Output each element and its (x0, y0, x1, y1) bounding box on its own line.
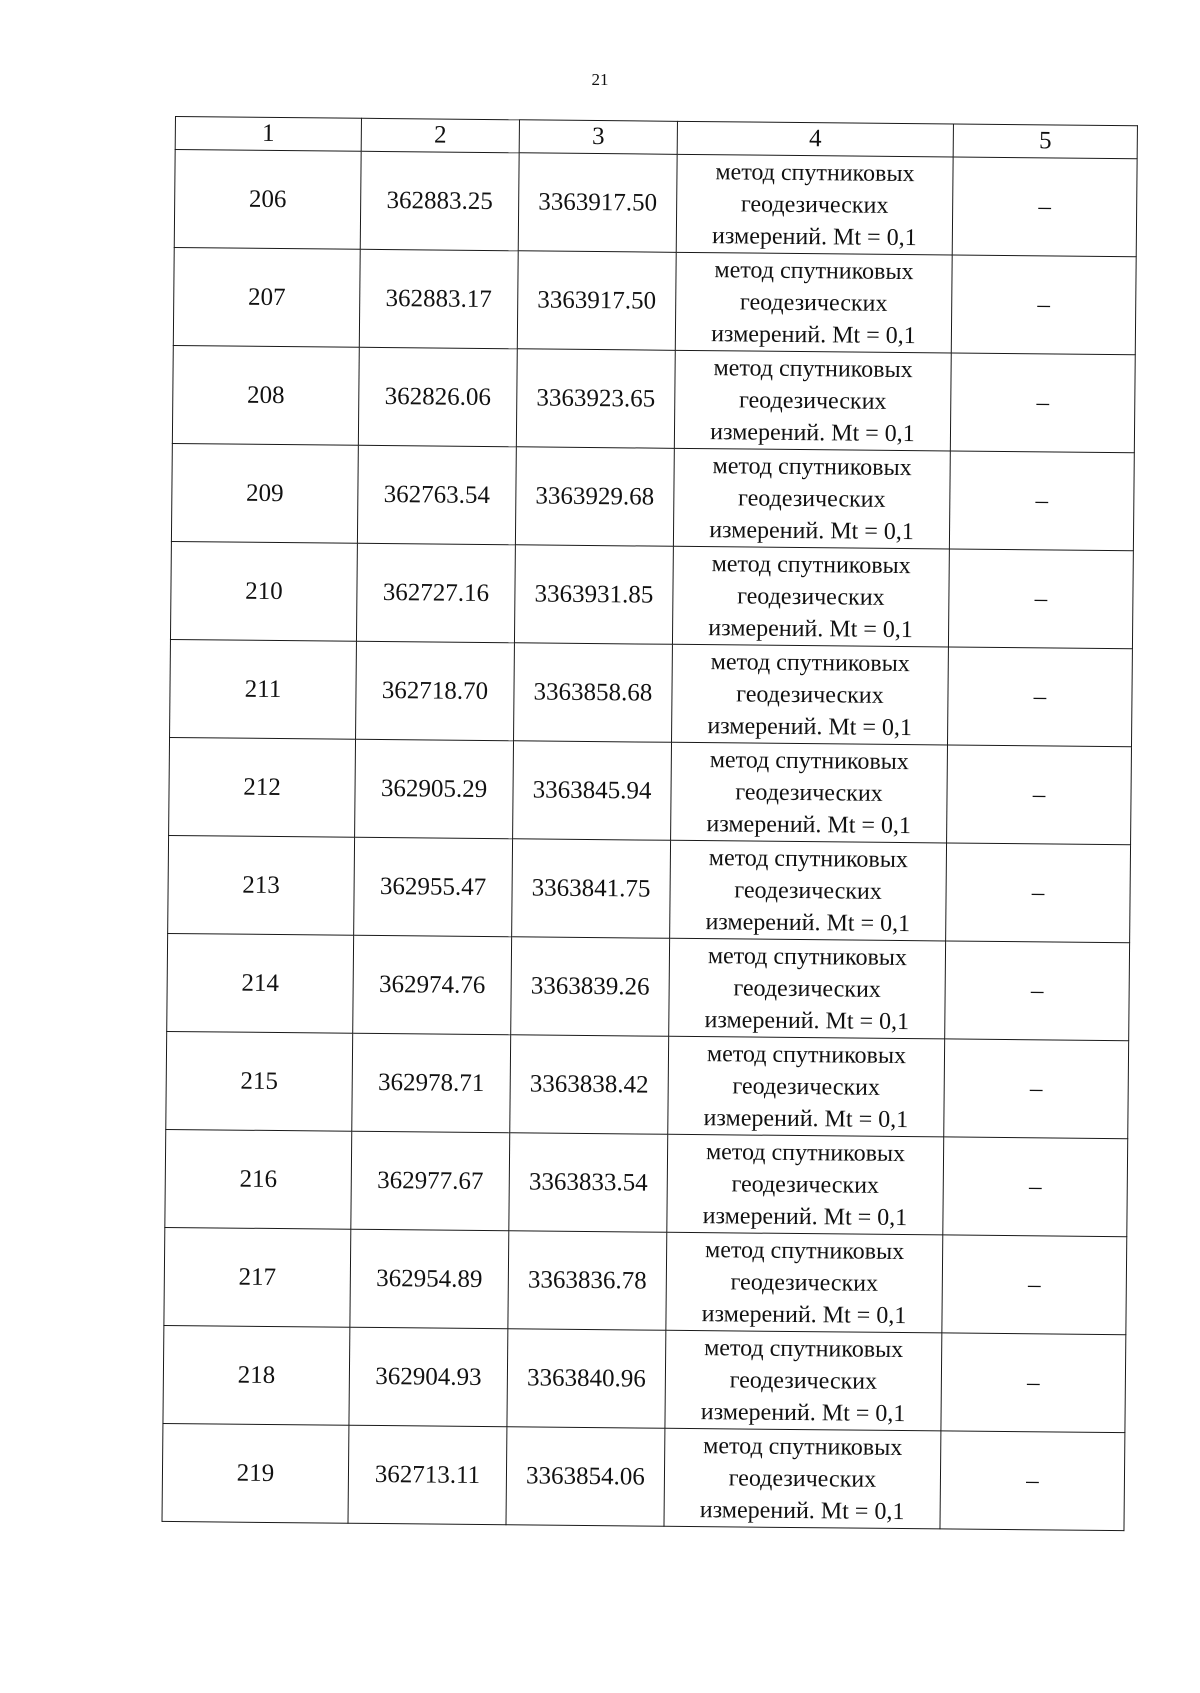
note-cell: – (947, 647, 1132, 747)
method-line: геодезических (729, 1366, 878, 1395)
x-coordinate-cell: 362904.93 (349, 1327, 508, 1427)
method-line: измерений. Mt = 0,1 (701, 1300, 907, 1329)
note-cell: – (942, 1235, 1127, 1335)
table-row (172, 345, 1135, 452)
table-row (166, 1031, 1129, 1138)
note-cell: – (950, 353, 1135, 453)
y-coordinate-cell: 3363841.75 (512, 839, 671, 939)
table-row (171, 443, 1134, 550)
method-line: геодезических (740, 190, 889, 219)
method-cell (670, 840, 947, 941)
column-header-5: 5 (953, 124, 1137, 159)
method-line: метод спутниковых (714, 256, 914, 285)
point-number-cell: 215 (166, 1031, 353, 1131)
point-number-cell: 211 (170, 639, 357, 739)
note-cell: – (947, 745, 1132, 845)
x-coordinate-cell: 362727.16 (356, 543, 515, 643)
y-coordinate-cell: 3363839.26 (511, 937, 670, 1037)
y-coordinate-cell: 3363917.50 (517, 251, 676, 351)
note-cell: – (945, 941, 1130, 1041)
note-cell: – (952, 157, 1137, 257)
method-cell (673, 448, 950, 549)
method-line: измерений. Mt = 0,1 (706, 810, 912, 839)
column-header-2: 2 (361, 118, 519, 153)
method-line: измерений. Mt = 0,1 (711, 320, 916, 349)
x-coordinate-cell: 362978.71 (352, 1033, 511, 1133)
y-coordinate-cell: 3363923.65 (516, 349, 675, 449)
method-line: метод спутниковых (705, 1138, 906, 1167)
x-coordinate-cell: 362954.89 (350, 1229, 509, 1329)
y-coordinate-cell: 3363838.42 (510, 1035, 669, 1135)
y-coordinate-cell: 3363858.68 (514, 643, 673, 743)
method-line: геодезических (735, 778, 883, 807)
method-line: метод спутниковых (707, 942, 908, 971)
point-number-cell: 209 (171, 443, 358, 543)
method-cell (667, 1134, 944, 1235)
method-cell (674, 350, 951, 451)
table-row (162, 1423, 1125, 1530)
table-row (169, 737, 1132, 844)
page-number: 21 (591, 70, 609, 89)
method-line: метод спутниковых (708, 844, 909, 873)
method-line: метод спутниковых (713, 354, 913, 383)
method-cell (672, 546, 949, 647)
point-number-cell: 206 (174, 150, 361, 250)
method-cell (666, 1232, 943, 1333)
method-line: измерений. Mt = 0,1 (699, 1496, 905, 1525)
x-coordinate-cell: 362977.67 (351, 1131, 510, 1231)
point-number-cell: 214 (167, 933, 354, 1033)
x-coordinate-cell: 362763.54 (357, 445, 516, 545)
method-line: метод спутниковых (711, 550, 911, 579)
method-cell (664, 1428, 941, 1529)
x-coordinate-cell: 362718.70 (356, 641, 515, 741)
note-cell: – (941, 1333, 1126, 1433)
column-header-4: 4 (677, 121, 953, 157)
method-line: измерений. Mt = 0,1 (705, 908, 911, 937)
method-line: метод спутниковых (706, 1040, 907, 1069)
method-line: геодезических (732, 1072, 881, 1101)
method-line: измерений. Mt = 0,1 (704, 1006, 910, 1035)
method-line: геодезических (730, 1268, 879, 1297)
method-line: геодезических (734, 876, 882, 905)
method-cell (671, 742, 948, 843)
y-coordinate-cell: 3363833.54 (509, 1133, 668, 1233)
column-header-3: 3 (519, 120, 677, 155)
note-cell: – (944, 1039, 1129, 1139)
y-coordinate-cell: 3363931.85 (514, 545, 673, 645)
note-cell: – (946, 843, 1131, 943)
x-coordinate-cell: 362826.06 (358, 347, 517, 447)
y-coordinate-cell: 3363845.94 (513, 741, 672, 841)
method-line: метод спутниковых (709, 746, 910, 775)
x-coordinate-cell: 362955.47 (354, 837, 513, 937)
method-line: измерений. Mt = 0,1 (703, 1104, 909, 1133)
method-line: измерений. Mt = 0,1 (702, 1202, 908, 1231)
method-line: геодезических (731, 1170, 880, 1199)
method-line: измерений. Mt = 0,1 (711, 222, 917, 251)
method-line: метод спутниковых (710, 648, 910, 677)
column-header-1: 1 (175, 117, 361, 152)
point-number-cell: 213 (168, 835, 355, 935)
method-cell (665, 1330, 942, 1431)
y-coordinate-cell: 3363917.50 (518, 153, 677, 253)
point-number-cell: 207 (173, 247, 360, 347)
y-coordinate-cell: 3363836.78 (508, 1231, 667, 1331)
table-row (173, 247, 1136, 354)
method-line: измерений. Mt = 0,1 (700, 1398, 906, 1427)
method-cell (668, 1036, 945, 1137)
y-coordinate-cell: 3363840.96 (507, 1329, 666, 1429)
x-coordinate-cell: 362905.29 (355, 739, 514, 839)
point-number-cell: 218 (163, 1325, 350, 1425)
method-cell (676, 154, 953, 255)
method-line: метод спутниковых (704, 1236, 905, 1265)
x-coordinate-cell: 362883.25 (360, 151, 519, 251)
method-line: геодезических (728, 1464, 877, 1493)
note-cell: – (948, 549, 1133, 649)
note-cell: – (943, 1137, 1128, 1237)
method-line: измерений. Mt = 0,1 (708, 614, 914, 643)
table-row (167, 933, 1130, 1040)
table-row (165, 1129, 1128, 1236)
table-row (163, 1325, 1126, 1432)
method-line: измерений. Mt = 0,1 (709, 516, 914, 545)
method-line: метод спутниковых (703, 1432, 903, 1461)
y-coordinate-cell: 3363854.06 (506, 1427, 665, 1527)
method-line: метод спутниковых (715, 158, 915, 187)
method-line: метод спутниковых (712, 452, 912, 481)
method-line: геодезических (739, 288, 888, 317)
method-line: геодезических (738, 484, 886, 513)
point-number-cell: 208 (172, 345, 359, 445)
table-row (170, 541, 1133, 648)
table-row (174, 150, 1137, 257)
method-cell (675, 252, 952, 353)
y-coordinate-cell: 3363929.68 (515, 447, 674, 547)
method-line: измерений. Mt = 0,1 (707, 712, 913, 741)
x-coordinate-cell: 362974.76 (353, 935, 512, 1035)
x-coordinate-cell: 362883.17 (359, 249, 518, 349)
point-number-cell: 210 (170, 541, 357, 641)
table-row (170, 639, 1133, 746)
point-number-cell: 217 (164, 1227, 351, 1327)
method-line: геодезических (738, 386, 887, 415)
method-cell (669, 938, 946, 1039)
note-cell: – (940, 1431, 1125, 1531)
point-number-cell: 212 (169, 737, 356, 837)
note-cell: – (951, 255, 1136, 355)
method-line: измерений. Mt = 0,1 (710, 418, 915, 447)
method-line: метод спутниковых (704, 1334, 904, 1363)
table-row (164, 1227, 1127, 1334)
table-body (162, 150, 1137, 1531)
point-number-cell: 216 (165, 1129, 352, 1229)
method-line: геодезических (737, 582, 885, 611)
note-cell: – (949, 451, 1134, 551)
point-number-cell: 219 (162, 1423, 349, 1523)
x-coordinate-cell: 362713.11 (348, 1425, 507, 1525)
method-line: геодезических (733, 974, 881, 1003)
coordinates-table (162, 116, 1138, 1531)
table-row (168, 835, 1131, 942)
method-line: геодезических (736, 680, 884, 709)
method-cell (672, 644, 949, 745)
